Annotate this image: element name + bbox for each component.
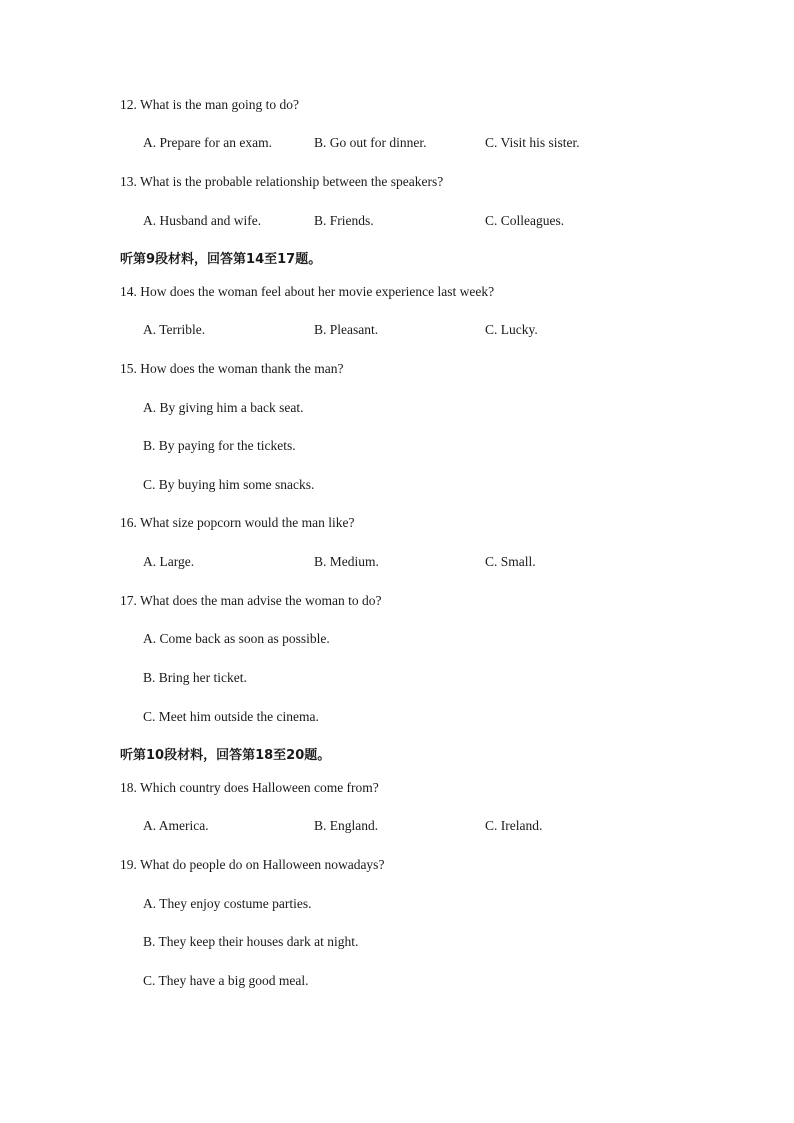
question-13-option-a: A. Husband and wife.	[143, 213, 262, 228]
question-15-option-b: B. By paying for the tickets.	[143, 438, 296, 453]
question-14-option-c: C. Lucky.	[485, 322, 538, 337]
question-14-stem: 14. How does the woman feel about her movie experience last week?	[120, 284, 495, 299]
question-13-stem: 13. What is the probable relationship between the speakers?	[120, 174, 444, 189]
question-12-option-c: C. Visit his sister.	[485, 135, 580, 150]
question-19-option-b: B. They keep their houses dark at night.	[143, 934, 359, 949]
question-15-option-a: A. By giving him a back seat.	[143, 400, 304, 415]
question-19-stem: 19. What do people do on Halloween nowadays?	[120, 857, 385, 872]
question-17-option-c: C. Meet him outside the cinema.	[143, 709, 319, 724]
section-10-heading: 听第10段材料，回答第18至20题。	[120, 748, 331, 763]
question-15-option-c: C. By buying him some snacks.	[143, 477, 315, 492]
question-18-option-c: C. Ireland.	[485, 818, 543, 833]
question-13-option-c: C. Colleagues.	[485, 213, 565, 228]
question-14-option-b: B. Pleasant.	[314, 322, 379, 337]
question-18-stem: 18. Which country does Halloween come from?	[120, 780, 379, 795]
question-17-option-a: A. Come back as soon as possible.	[143, 631, 330, 646]
question-16-option-a: A. Large.	[143, 554, 195, 569]
question-14-option-a: A. Terrible.	[143, 322, 206, 337]
section-9-heading: 听第9段材料，回答第14至17题。	[120, 252, 322, 267]
question-12-option-b: B. Go out for dinner.	[314, 135, 427, 150]
question-17-option-b: B. Bring her ticket.	[143, 670, 247, 685]
question-15-stem: 15. How does the woman thank the man?	[120, 361, 344, 376]
question-12-option-a: A. Prepare for an exam.	[143, 135, 272, 150]
question-16-option-c: C. Small.	[485, 554, 536, 569]
question-17-stem: 17. What does the man advise the woman to do?	[120, 593, 382, 608]
question-18-option-b: B. England.	[314, 818, 379, 833]
question-18-option-a: A. America.	[143, 818, 209, 833]
question-19-option-a: A. They enjoy costume parties.	[143, 896, 312, 911]
question-12-stem: 12. What is the man going to do?	[120, 97, 299, 112]
question-19-option-c: C. They have a big good meal.	[143, 973, 309, 988]
question-16-stem: 16. What size popcorn would the man like?	[120, 515, 355, 530]
question-16-option-b: B. Medium.	[314, 554, 379, 569]
question-13-option-b: B. Friends.	[314, 213, 374, 228]
